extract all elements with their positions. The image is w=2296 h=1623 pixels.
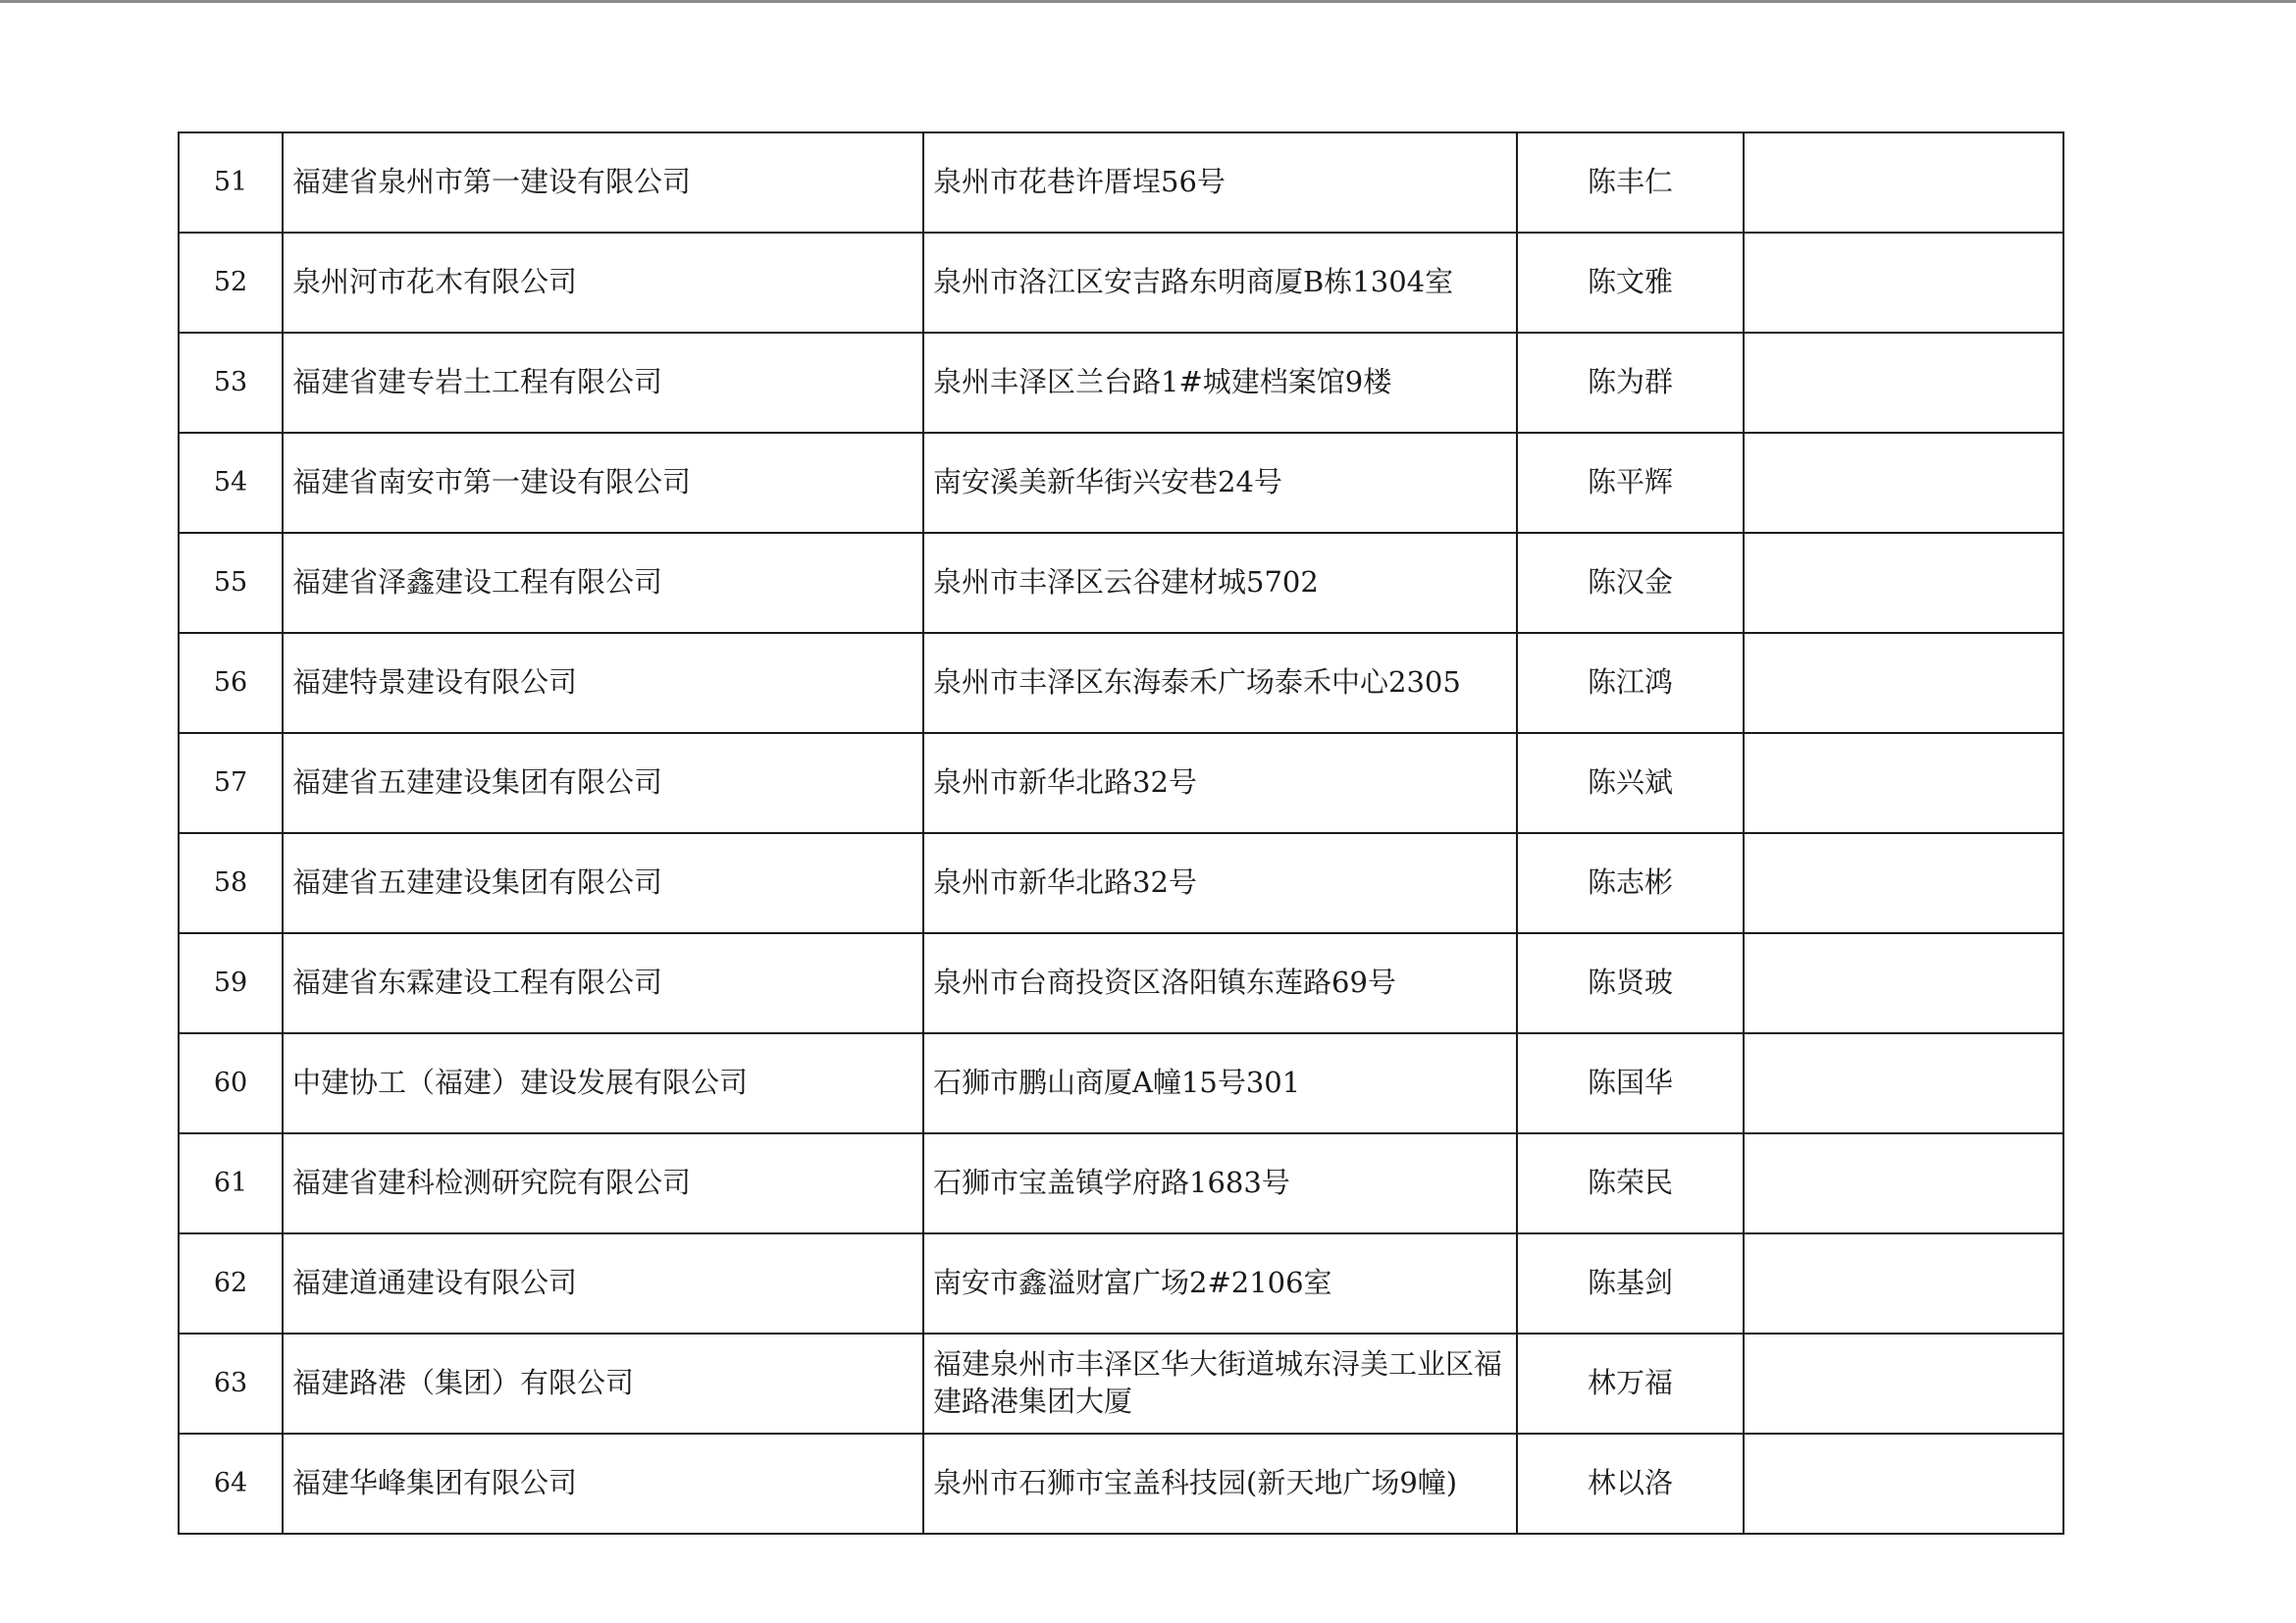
contact-person: 陈文雅 (1517, 233, 1744, 333)
table-row (179, 433, 2063, 533)
company-address: 石狮市鹏山商厦A幢15号301 (923, 1033, 1517, 1133)
table-row (179, 1334, 2063, 1434)
company-name: 福建路港（集团）有限公司 (283, 1334, 923, 1434)
company-address: 福建泉州市丰泽区华大街道城东浔美工业区福建路港集团大厦 (923, 1334, 1517, 1434)
remarks-cell (1744, 1033, 2063, 1133)
company-address: 南安溪美新华街兴安巷24号 (923, 433, 1517, 533)
company-name: 福建省五建建设集团有限公司 (283, 833, 923, 933)
company-address: 泉州市新华北路32号 (923, 733, 1517, 833)
table-row (179, 633, 2063, 733)
row-number: 58 (179, 833, 283, 933)
contact-person: 陈基剑 (1517, 1233, 1744, 1334)
table-row (179, 533, 2063, 633)
row-number: 60 (179, 1033, 283, 1133)
company-table-body (179, 132, 2063, 1534)
contact-person: 林万福 (1517, 1334, 1744, 1434)
company-name: 福建省建科检测研究院有限公司 (283, 1133, 923, 1233)
company-name: 中建协工（福建）建设发展有限公司 (283, 1033, 923, 1133)
remarks-cell (1744, 433, 2063, 533)
company-name: 泉州河市花木有限公司 (283, 233, 923, 333)
table-row (179, 1434, 2063, 1534)
remarks-cell (1744, 833, 2063, 933)
company-name: 福建省南安市第一建设有限公司 (283, 433, 923, 533)
remarks-cell (1744, 333, 2063, 433)
row-number: 53 (179, 333, 283, 433)
remarks-cell (1744, 533, 2063, 633)
contact-person: 陈汉金 (1517, 533, 1744, 633)
remarks-cell (1744, 633, 2063, 733)
remarks-cell (1744, 1334, 2063, 1434)
company-address: 泉州市新华北路32号 (923, 833, 1517, 933)
company-name: 福建华峰集团有限公司 (283, 1434, 923, 1534)
table-row (179, 233, 2063, 333)
scan-edge (0, 0, 2296, 3)
company-address: 泉州市石狮市宝盖科技园(新天地广场9幢) (923, 1434, 1517, 1534)
company-address: 泉州市台商投资区洛阳镇东莲路69号 (923, 933, 1517, 1033)
row-number: 63 (179, 1334, 283, 1434)
company-name: 福建省泽鑫建设工程有限公司 (283, 533, 923, 633)
table-row (179, 1233, 2063, 1334)
row-number: 54 (179, 433, 283, 533)
remarks-cell (1744, 933, 2063, 1033)
remarks-cell (1744, 733, 2063, 833)
contact-person: 陈平辉 (1517, 433, 1744, 533)
company-name: 福建省泉州市第一建设有限公司 (283, 132, 923, 233)
contact-person: 陈志彬 (1517, 833, 1744, 933)
company-address: 南安市鑫溢财富广场2#2106室 (923, 1233, 1517, 1334)
contact-person: 陈兴斌 (1517, 733, 1744, 833)
company-name: 福建道通建设有限公司 (283, 1233, 923, 1334)
company-address: 石狮市宝盖镇学府路1683号 (923, 1133, 1517, 1233)
row-number: 64 (179, 1434, 283, 1534)
table-row (179, 833, 2063, 933)
contact-person: 陈丰仁 (1517, 132, 1744, 233)
company-name: 福建省五建建设集团有限公司 (283, 733, 923, 833)
remarks-cell (1744, 233, 2063, 333)
row-number: 55 (179, 533, 283, 633)
row-number: 52 (179, 233, 283, 333)
company-name: 福建特景建设有限公司 (283, 633, 923, 733)
contact-person: 陈贤玻 (1517, 933, 1744, 1033)
row-number: 51 (179, 132, 283, 233)
table-row (179, 132, 2063, 233)
contact-person: 林以洛 (1517, 1434, 1744, 1534)
company-name: 福建省东霖建设工程有限公司 (283, 933, 923, 1033)
contact-person: 陈为群 (1517, 333, 1744, 433)
company-address: 泉州市丰泽区云谷建材城5702 (923, 533, 1517, 633)
row-number: 59 (179, 933, 283, 1033)
table-row (179, 1133, 2063, 1233)
table-row (179, 733, 2063, 833)
contact-person: 陈国华 (1517, 1033, 1744, 1133)
company-table (178, 131, 2064, 1535)
company-address: 泉州市丰泽区东海泰禾广场泰禾中心2305 (923, 633, 1517, 733)
remarks-cell (1744, 1133, 2063, 1233)
table-row (179, 1033, 2063, 1133)
company-address: 泉州丰泽区兰台路1#城建档案馆9楼 (923, 333, 1517, 433)
remarks-cell (1744, 1434, 2063, 1534)
contact-person: 陈荣民 (1517, 1133, 1744, 1233)
row-number: 57 (179, 733, 283, 833)
company-address: 泉州市花巷许厝埕56号 (923, 132, 1517, 233)
row-number: 61 (179, 1133, 283, 1233)
table-row (179, 933, 2063, 1033)
contact-person: 陈江鸿 (1517, 633, 1744, 733)
row-number: 62 (179, 1233, 283, 1334)
row-number: 56 (179, 633, 283, 733)
company-address: 泉州市洛江区安吉路东明商厦B栋1304室 (923, 233, 1517, 333)
company-name: 福建省建专岩土工程有限公司 (283, 333, 923, 433)
remarks-cell (1744, 1233, 2063, 1334)
remarks-cell (1744, 132, 2063, 233)
table-row (179, 333, 2063, 433)
